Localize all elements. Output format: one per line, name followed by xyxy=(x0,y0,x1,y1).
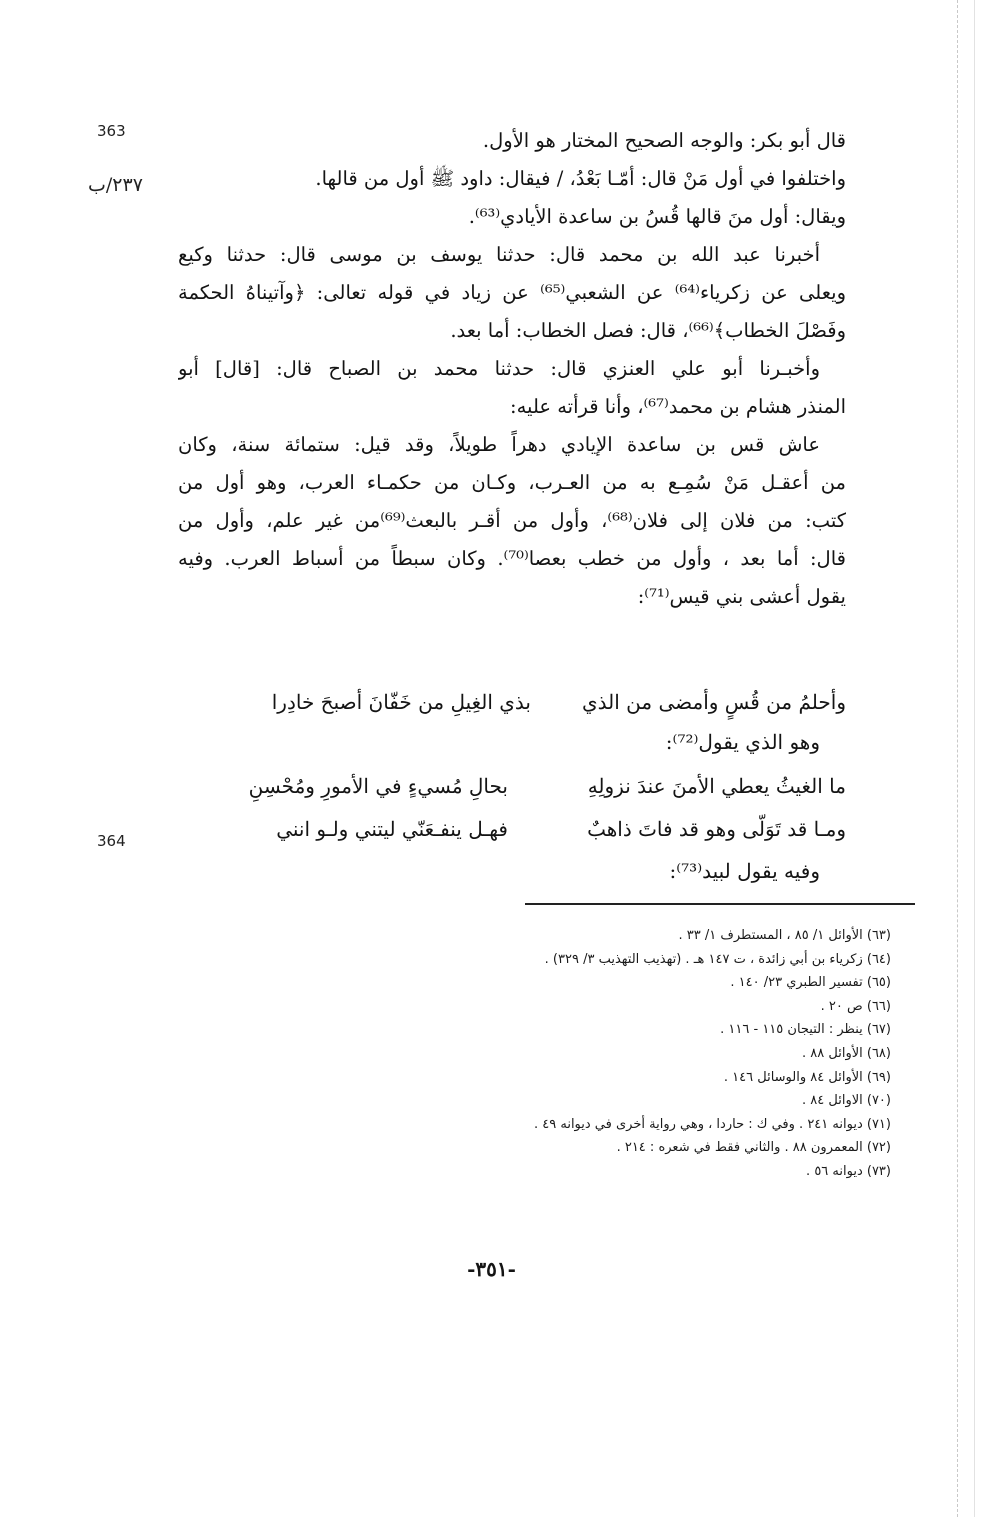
text-line: وفَصْلَ الخطاب﴾⁽⁶⁶⁾، قال: فصل الخطاب: أما بعد. xyxy=(450,319,846,342)
footnote: (٦٩) الأوائل ٨٤ والوسائل ١٤٦ . xyxy=(723,1069,891,1085)
text-line: أخبرنا عبد الله بن محمد قال: حدثنا يوسف بن موسى قال: حدثنا وكيع xyxy=(178,243,820,266)
footnote: (٧٠) الاوائل ٨٤ . xyxy=(802,1093,891,1109)
verse-1-second-hemistich: بذي الغِيلِ من خَفّانَ أصبحَ خادِرا xyxy=(271,690,531,714)
footnote: (٦٣) الأوائل ١/ ٨٥ ، المستطرف ١/ ٣٣ . xyxy=(678,928,891,943)
scan-edge-line xyxy=(957,0,958,1517)
margin-page-number-top: 363 xyxy=(97,122,126,140)
text-line: كتب: من فلان إلى فلان⁽⁶⁸⁾، وأول من أقـر بالبعث⁽⁶⁹⁾من غير علم، وأول من xyxy=(178,509,846,532)
text-line: ويعلى عن زكرياء⁽⁶⁴⁾ عن الشعبي⁽⁶⁵⁾ عن زياد في قوله تعالى: ﴿وآتيناهُ الحكمة xyxy=(178,281,846,304)
footnote: (٧٣) ديوانه ٥٦ . xyxy=(806,1163,891,1179)
footnote: (٧١) ديوانه ٢٤١ . وفي ك : حاردا ، وهي رواية أخرى في ديوانه ٤٩ . xyxy=(533,1116,891,1132)
footnote: (٦٦) ص ٢٠ . xyxy=(820,998,891,1014)
verse-3-first-hemistich: ومـا قد تَوَلّى وهو قد فاتَ ذاهبٌ xyxy=(587,817,846,841)
text-line: عاش قس بن ساعدة الإيادي دهراً طويلاً، وقد قيل: ستمائة سنة، وكان xyxy=(178,433,820,456)
footnote: (٧٢) المعمرون ٨٨ . والثاني فقط في شعره : ٢١٤ . xyxy=(616,1140,891,1156)
verse-1-first-hemistich: وأحلمُ من قُسٍ وأمضى من الذي xyxy=(582,690,846,714)
text-line: من أعقـل مَنْ سُمِـع به من العـرب، وكـان من حكمـاء العرب، وهو أول من xyxy=(178,471,846,494)
footnotes xyxy=(331,924,891,1184)
footnote-separator xyxy=(525,903,915,905)
footnote: (٦٥) تفسير الطبري ٢٣/ ١٤٠ . xyxy=(730,975,891,991)
text-line: قال: أما بعد ، وأول من خطب بعصا⁽⁷⁰⁾. وكان سبطاً من أسباط العرب. وفيه xyxy=(178,547,846,570)
verse-intro: وهو الذي يقول⁽⁷²⁾: xyxy=(665,730,820,754)
main-text xyxy=(178,122,846,616)
text-line: وأخبـرنا أبو علي العنزي قال: حدثنا محمد بن الصباح قال: [قال] أبو xyxy=(178,357,820,380)
text-line: المنذر هشام بن محمد⁽⁶⁷⁾، وأنا قرأته عليه: xyxy=(510,395,846,418)
footnote: (٦٤) زكرياء بن أبي زائدة ، ت ١٤٧ هـ . (تهذيب التهذيب ٣/ ٣٢٩) . xyxy=(544,951,891,967)
margin-folio-reference: ٢٣٧/ب xyxy=(88,174,143,196)
scan-edge-line xyxy=(974,0,975,1517)
verse-2-first-hemistich: ما الغيثُ يعطي الأمنَ عندَ نزولِهِ xyxy=(587,774,846,798)
footnote: (٦٧) ينظر : التيجان ١١٥ - ١١٦ . xyxy=(720,1022,891,1038)
verse-3-second-hemistich: فهـل ينفـعَنّي ليتني ولـو انني xyxy=(276,817,508,841)
margin-page-number-bottom: 364 xyxy=(97,832,126,850)
verse-intro: وفيه يقول لبيد⁽⁷³⁾: xyxy=(669,859,820,883)
text-line: قال أبو بكر: والوجه الصحيح المختار هو الأول. xyxy=(482,129,846,152)
text-line: واختلفوا في أول مَنْ قال: أمّـا بَعْدُ، / فيقال: داود ﷺ أول من قالها. xyxy=(315,167,846,190)
verse-2-second-hemistich: بحالِ مُسيءٍ في الأمورِ ومُحْسِنِ xyxy=(248,774,508,798)
text-line: ويقال: أول منَ قالها قُسُ بن ساعدة الأيادي⁽⁶³⁾. xyxy=(468,205,846,228)
text-line: يقول أعشى بني قيس⁽⁷¹⁾: xyxy=(637,585,846,608)
page-number: -٣٥١- xyxy=(467,1257,516,1281)
footnote: (٦٨) الأوائل ٨٨ . xyxy=(802,1045,891,1061)
